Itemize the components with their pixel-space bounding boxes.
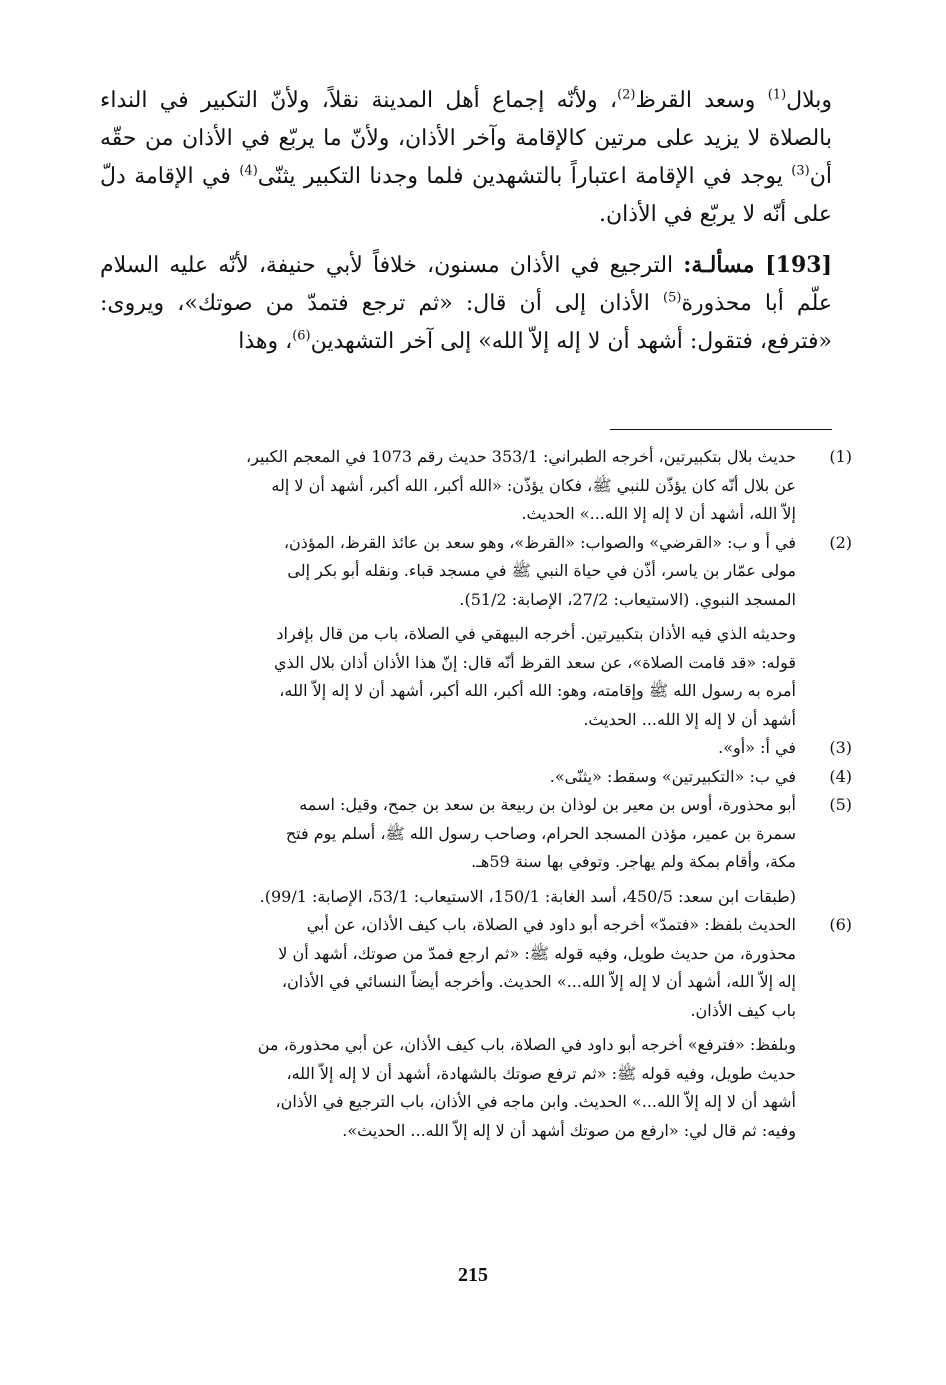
main-text (100, 82, 832, 361)
footnote-line: الحديث بلفظ: «فتمدّ» أخرجه أبو داود في الصلاة، باب كيف الأذان، عن أبي (306, 915, 796, 934)
footnote-line: في ب: «التكبيرتين» وسقط: «يثنّى». (549, 766, 796, 786)
text-run: وسعد القرظ (635, 88, 768, 113)
footnote-line: وبلفظ: «فترفع» أخرجه أبو داود في الصلاة، باب كيف الأذان، عن أبي محذورة، من (257, 1035, 796, 1054)
footnote-line: باب كيف الأذان. (690, 1000, 796, 1020)
footnote-line: مكة، وأقام بمكة ولم يهاجر. وتوفي بها سنة 59هـ. (471, 852, 796, 871)
footnote-extra (100, 883, 796, 912)
footnote-extra (100, 1031, 796, 1145)
text-run: وبلال (786, 88, 832, 113)
footnote-ref[interactable]: (5) (663, 290, 682, 306)
footnote-line: إله إلاّ الله، أشهد أن لا إله إلاّ الله...» الحديث. وأخرجه أيضاً النسائي في الأذان، (281, 972, 796, 991)
footnote-ref[interactable]: (4) (239, 163, 258, 179)
footnote-ref[interactable]: (1) (767, 87, 787, 103)
footnote-number: (5) (829, 795, 852, 814)
footnote-line: أبو محذورة، أوس بن معير بن لوذان بن ربيعة بن سعد بن جمح، وقيل: اسمه (299, 795, 796, 814)
footnote-line: حديث طويل، وفيه قوله ﷺ: «ثم ترفع صوتك بالشهادة، أشهد أن لا إله إلاّ الله، (286, 1063, 796, 1083)
footnote-line: وفيه: ثم قال لي: «ارفع من صوتك أشهد أن لا إله إلاّ الله... الحديث». (342, 1120, 796, 1140)
footnote-1 (100, 443, 852, 529)
footnote-line: إلاّ الله، أشهد أن لا إله إلا الله...» الحديث. (521, 504, 796, 523)
footnote-6 (100, 911, 852, 1145)
footnote-line: عن بلال أنّه كان يؤذّن للنبي ﷺ، فكان يؤذّن: «الله أكبر، الله أكبر، أشهد أن لا إله (271, 475, 796, 495)
footnote-line: قوله: «قد قامت الصلاة»، عن سعد القرظ أنّه قال: إنّ هذا الأذان أذان بلال الذي (274, 652, 796, 672)
text-run: ، وهذا (238, 329, 293, 354)
footnote-line: أشهد أن لا إله إلا الله... الحديث. (583, 709, 796, 729)
text-run: يوجد في الإقامة اعتباراً بالتشهدين فلما وجدنا التكبير يثنّى (257, 164, 792, 189)
footnote-ref[interactable]: (3) (791, 163, 810, 179)
footnote-line: في أ: «أو». (718, 738, 796, 757)
footnote-line: حديث بلال بتكبيرتين، أخرجه الطبراني: 353/1 حديث رقم 1073 في المعجم الكبير، (246, 447, 796, 466)
footnote-number: (4) (829, 766, 852, 786)
footnote-number: (1) (829, 447, 852, 466)
footnote-extra (100, 620, 796, 734)
issue-number: [193] (765, 252, 833, 278)
footnote-line: مولى عمّار بن ياسر، أذّن في حياة النبي ﷺ في مسجد قباء. ونقله أبو بكر إلى (287, 561, 796, 580)
footnotes (100, 443, 852, 1145)
text-run: في الإقامة دلّ على أنّه لا يربّع في الأذان. (100, 164, 832, 227)
footnote-line: في أ و ب: «القرضي» والصواب: «القرظ»، وهو سعد بن عائذ القرظ، المؤذن، (283, 532, 796, 552)
footnote-line: (طبقات ابن سعد: 450/5، أسد الغابة: 150/1، الاستيعاب: 53/1، الإصابة: 99/1). (259, 886, 796, 906)
footnote-ref[interactable]: (2) (617, 87, 636, 103)
footnote-line: المسجد النبوي. (الاستيعاب: 27/2، الإصابة: 51/2). (459, 589, 796, 609)
text-run: الترجيع في الأذان مسنون، خلافاً لأبي حنيفة، لأنّه عليه السلام علّم أبا محذورة (100, 253, 832, 316)
text-run: الأذان إلى أن قال: «ثم ترجع فتمدّ من صوتك»، ويروى: «فترفع، فتقول: أشهد أن لا إله إلاّ الله» إلى آخر التشهدين (100, 291, 832, 354)
footnote-number: (3) (829, 738, 852, 757)
footnote-5 (100, 791, 852, 911)
footnote-4 (100, 763, 852, 792)
footnote-separator (610, 429, 832, 430)
paragraph-1 (100, 82, 832, 234)
footnote-2 (100, 529, 852, 735)
page-number: 215 (458, 1264, 488, 1286)
paragraph-2 (100, 246, 832, 361)
footnote-line: أمره به رسول الله ﷺ وإقامته، وهو: الله أكبر، الله أكبر، أشهد أن لا إله إلاّ الله، (279, 681, 796, 700)
footnote-number: (2) (829, 532, 852, 552)
footnote-3 (100, 734, 852, 763)
footnote-line: سمرة بن عمير، مؤذن المسجد الحرام، وصاحب رسول الله ﷺ، أسلم يوم فتح (285, 823, 796, 843)
issue-label: مسألـة: (683, 252, 766, 278)
text-run: ، ولأنّه إجماع أهل المدينة نقلاً، ولأنّ التكبير في النداء بالصلاة لا يزيد على مرتين كالإقامة وآخر الأذان، ولأنّ ما يربّع في الأذان من حقّه أن (100, 88, 832, 189)
footnote-line: وحديثه الذي فيه الأذان بتكبيرتين. أخرجه البيهقي في الصلاة، باب من قال بإفراد (276, 624, 796, 643)
footnote-ref[interactable]: (6) (292, 328, 311, 344)
footnote-number: (6) (829, 915, 852, 934)
footnote-line: أشهد أن لا إله إلاّ الله...» الحديث. وابن ماجه في الأذان، باب الترجيع في الأذان، (275, 1092, 796, 1111)
footnote-line: محذورة، من حديث طويل، وفيه قوله ﷺ: «ثم ارجع فمدّ من صوتك، أشهد أن لا (278, 943, 796, 963)
